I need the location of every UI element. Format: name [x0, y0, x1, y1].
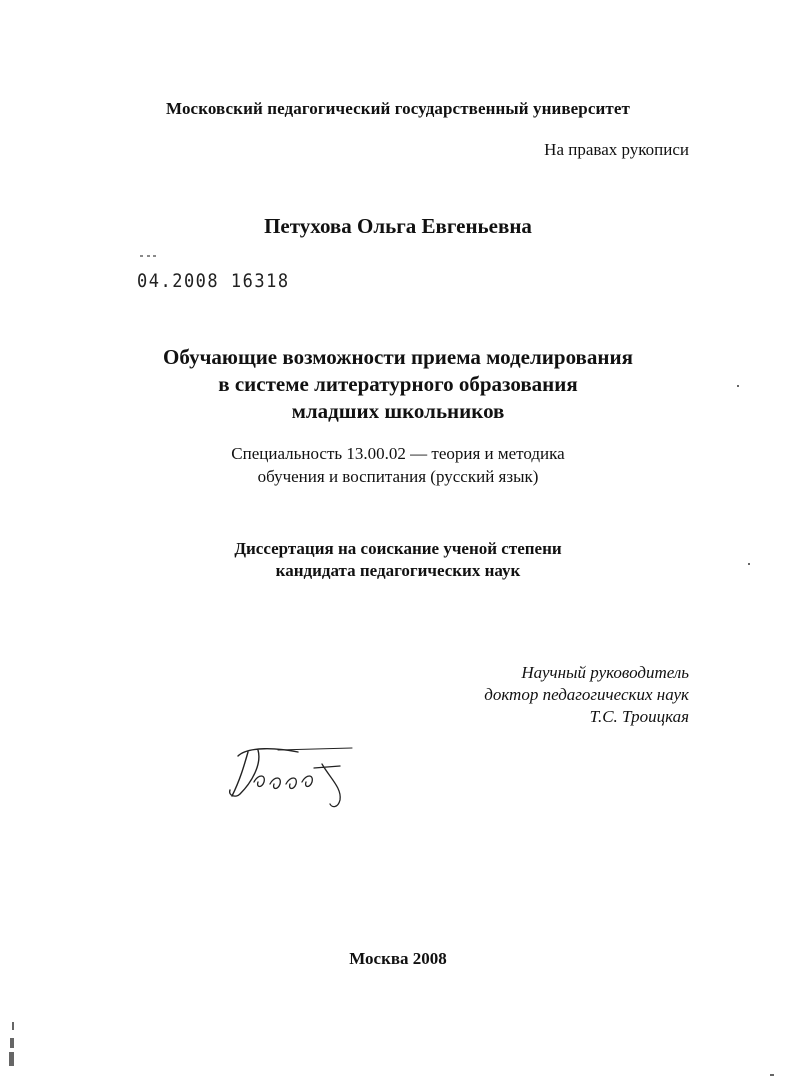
scan-speck — [748, 563, 750, 565]
scan-speck — [737, 385, 739, 387]
title-line-1: Обучающие возможности приема моделирования — [163, 345, 633, 369]
degree-line-2: кандидата педагогических наук — [275, 561, 521, 580]
title-line-3: младших школьников — [291, 399, 505, 423]
scan-speck — [770, 1074, 774, 1076]
handwritten-signature — [218, 738, 358, 818]
manuscript-note: На правах рукописи — [544, 140, 689, 159]
title-line-2: в системе литературного образования — [218, 372, 578, 396]
registration-stamp: 04.2008 16318 — [137, 270, 290, 293]
supervisor-role: Научный руководитель — [521, 663, 689, 682]
scan-speck — [9, 1052, 14, 1066]
specialty-line-1: Специальность 13.00.02 — теория и методика — [231, 444, 565, 463]
scan-speck — [10, 1038, 14, 1048]
supervisor-degree: доктор педагогических наук — [484, 685, 689, 704]
scan-speck — [12, 1022, 14, 1030]
author-name: Петухова Ольга Евгеньевна — [264, 214, 532, 238]
degree-line-1: Диссертация на соискание ученой степени — [234, 539, 562, 558]
city-year: Москва 2008 — [349, 949, 447, 968]
stamp-mark — [139, 254, 157, 258]
university-name: Московский педагогический государственный университет — [166, 99, 630, 118]
supervisor-name: Т.С. Троицкая — [589, 707, 689, 726]
specialty-line-2: обучения и воспитания (русский язык) — [257, 467, 539, 486]
